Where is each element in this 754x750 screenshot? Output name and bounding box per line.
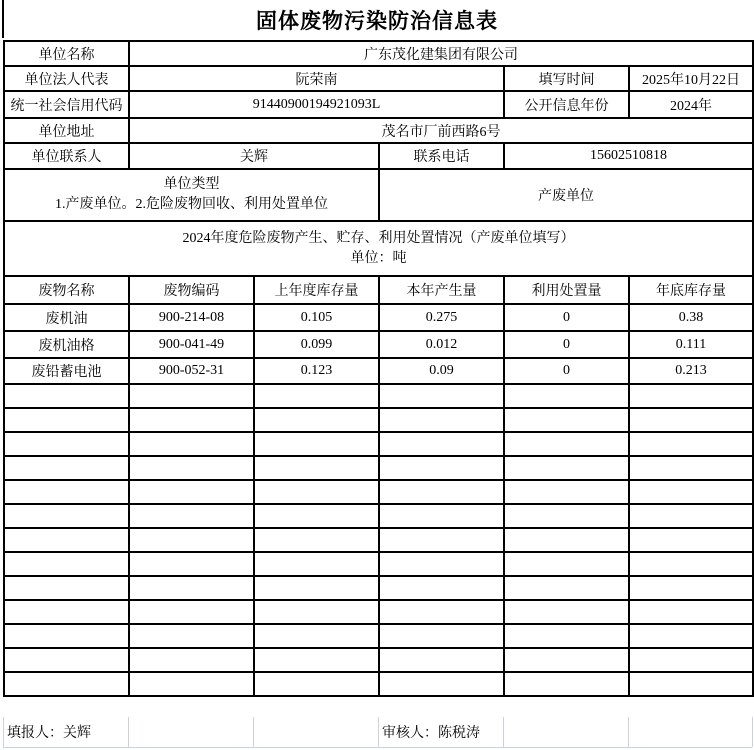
empty-cell: [379, 648, 504, 672]
empty-cell: [254, 552, 379, 576]
empty-cell: [504, 552, 629, 576]
preparer-cell: [4, 717, 129, 747]
empty-cell: [4, 576, 129, 600]
end-stock: 0.213: [629, 358, 753, 384]
empty-cell: [629, 480, 753, 504]
empty-cell: [254, 432, 379, 456]
empty-row: [4, 456, 753, 480]
empty-cell: [129, 408, 254, 432]
reviewer-label: 审核人：陈税涛: [382, 726, 480, 741]
empty-cell: [129, 600, 254, 624]
empty-cell: [4, 456, 129, 480]
credit-code-value: 91440900194921093L: [129, 91, 504, 118]
empty-cell: [379, 528, 504, 552]
empty-row: [4, 528, 753, 552]
waste-header-row: [4, 276, 753, 304]
empty-row: [4, 600, 753, 624]
table-row: [4, 331, 753, 358]
waste-code: 900-214-08: [129, 304, 254, 331]
phone-label: 联系电话: [379, 143, 504, 169]
empty-cell: [629, 672, 753, 696]
table-row: [4, 358, 753, 384]
empty-cell: [629, 528, 753, 552]
empty-row: [4, 408, 753, 432]
empty-cell: [379, 672, 504, 696]
empty-cell: [504, 576, 629, 600]
waste-name: 废机油: [4, 304, 129, 331]
public-year-value: 2024年: [629, 91, 753, 118]
empty-cell: [629, 552, 753, 576]
empty-cell: [129, 480, 254, 504]
credit-code-label: 统一社会信用代码: [4, 91, 129, 118]
empty-cell: [629, 456, 753, 480]
legal-rep-label: 单位法人代表: [4, 66, 129, 91]
empty-cell: [129, 528, 254, 552]
empty-cell: [379, 600, 504, 624]
section-heading: 2024年度危险废物产生、贮存、利用处置情况（产废单位填写）: [182, 230, 575, 246]
empty-row: [4, 672, 753, 696]
empty-cell: [504, 528, 629, 552]
prev-stock: 0.105: [254, 304, 379, 331]
footer-row: [3, 717, 752, 748]
empty-row: [4, 576, 753, 600]
reviewer-cell: [379, 717, 504, 747]
empty-cell: [129, 552, 254, 576]
empty-cell: [379, 624, 504, 648]
empty-cell: [4, 648, 129, 672]
prev-stock: 0.123: [254, 358, 379, 384]
empty-cell: [504, 504, 629, 528]
prev-stock: 0.099: [254, 331, 379, 358]
unit-type-value: 产废单位: [379, 169, 753, 221]
empty-cell: [504, 624, 629, 648]
row-credit-code: [4, 91, 753, 118]
empty-cell: [379, 480, 504, 504]
empty-cell: [504, 480, 629, 504]
empty-cell: [504, 456, 629, 480]
end-stock: 0.111: [629, 331, 753, 358]
empty-cell: [629, 384, 753, 408]
empty-cell: [4, 480, 129, 504]
waste-code: 900-041-49: [129, 331, 254, 358]
empty-row: [4, 648, 753, 672]
col-header-waste-code: 废物编码: [129, 276, 254, 304]
empty-row: [4, 480, 753, 504]
contact-value: 关辉: [129, 143, 379, 169]
col-header-prev-stock: 上年度库存量: [254, 276, 379, 304]
disposed: 0: [504, 358, 629, 384]
empty-cell: [254, 600, 379, 624]
empty-row: [4, 504, 753, 528]
col-header-end-stock: 年底库存量: [629, 276, 753, 304]
disposed: 0: [504, 304, 629, 331]
empty-row: [4, 552, 753, 576]
empty-cell: [504, 408, 629, 432]
row-contact: [4, 143, 753, 169]
disposed: 0: [504, 331, 629, 358]
waste-empty-rows: [4, 384, 753, 696]
empty-cell: [254, 576, 379, 600]
empty-cell: [254, 528, 379, 552]
empty-cell: [254, 384, 379, 408]
col-header-waste-name: 废物名称: [4, 276, 129, 304]
row-unit-name: [4, 41, 753, 66]
unit-type-label: 单位类型: [163, 177, 220, 192]
empty-cell: [629, 600, 753, 624]
empty-cell: [254, 456, 379, 480]
empty-cell: [4, 552, 129, 576]
legal-rep-value: 阮荣南: [129, 66, 504, 91]
info-waste-table: [3, 40, 754, 697]
address-label: 单位地址: [4, 118, 129, 143]
empty-cell: [504, 672, 629, 696]
empty-cell: [504, 648, 629, 672]
produced: 0.275: [379, 304, 504, 331]
public-year-label: 公开信息年份: [504, 91, 629, 118]
empty-cell: [129, 648, 254, 672]
empty-cell: [629, 576, 753, 600]
empty-cell: [254, 672, 379, 696]
empty-cell: [129, 576, 254, 600]
row-section-heading: [4, 221, 753, 276]
empty-cell: [4, 504, 129, 528]
fill-date-value: 2025年10月22日: [629, 66, 753, 91]
section-unit-note: 单位：吨: [350, 250, 407, 266]
waste-name: 废机油格: [4, 331, 129, 358]
empty-cell: [379, 576, 504, 600]
produced: 0.09: [379, 358, 504, 384]
empty-cell: [629, 432, 753, 456]
end-stock: 0.38: [629, 304, 753, 331]
row-legal-rep: [4, 66, 753, 91]
empty-cell: [629, 624, 753, 648]
empty-cell: [4, 600, 129, 624]
empty-cell: [254, 504, 379, 528]
empty-cell: [129, 384, 254, 408]
empty-cell: [4, 432, 129, 456]
unit-name-label: 单位名称: [4, 41, 129, 66]
empty-cell: [254, 624, 379, 648]
empty-cell: [129, 672, 254, 696]
empty-cell: [4, 384, 129, 408]
empty-cell: [629, 408, 753, 432]
empty-row: [4, 432, 753, 456]
empty-cell: [129, 504, 254, 528]
produced: 0.012: [379, 331, 504, 358]
empty-cell: [379, 432, 504, 456]
footer-cell-empty: [129, 717, 254, 747]
unit-type-cell: [4, 169, 379, 221]
empty-cell: [379, 504, 504, 528]
empty-cell: [129, 624, 254, 648]
unit-type-options: 1.产废单位。2.危险废物回收、利用处置单位: [55, 197, 328, 212]
table-row: [4, 304, 753, 331]
empty-cell: [504, 432, 629, 456]
empty-cell: [254, 408, 379, 432]
waste-name: 废铅蓄电池: [4, 358, 129, 384]
address-value: 茂名市厂前西路6号: [129, 118, 753, 143]
title-row: [0, 0, 754, 40]
col-header-produced: 本年产生量: [379, 276, 504, 304]
empty-cell: [129, 456, 254, 480]
section-heading-cell: [4, 221, 753, 276]
footer-cell-empty: [504, 717, 629, 747]
contact-label: 单位联系人: [4, 143, 129, 169]
row-address: [4, 118, 753, 143]
empty-row: [4, 624, 753, 648]
footer-cell-empty: [254, 717, 379, 747]
empty-cell: [379, 552, 504, 576]
empty-row: [4, 384, 753, 408]
empty-cell: [254, 480, 379, 504]
page-title: 固体废物污染防治信息表: [256, 9, 498, 33]
footer-cell-empty: [629, 717, 753, 747]
empty-cell: [4, 528, 129, 552]
empty-cell: [379, 384, 504, 408]
empty-cell: [129, 432, 254, 456]
empty-cell: [629, 504, 753, 528]
row-unit-type: [4, 169, 753, 221]
empty-cell: [379, 456, 504, 480]
left-edge-line: [2, 0, 4, 38]
empty-cell: [254, 648, 379, 672]
empty-cell: [4, 672, 129, 696]
waste-code: 900-052-31: [129, 358, 254, 384]
phone-value: 15602510818: [504, 143, 753, 169]
empty-cell: [504, 600, 629, 624]
empty-cell: [629, 648, 753, 672]
empty-cell: [504, 384, 629, 408]
empty-cell: [379, 408, 504, 432]
col-header-disposed: 利用处置量: [504, 276, 629, 304]
unit-name-value: 广东茂化建集团有限公司: [129, 41, 753, 66]
empty-cell: [4, 408, 129, 432]
empty-cell: [4, 624, 129, 648]
fill-date-label: 填写时间: [504, 66, 629, 91]
preparer-label: 填报人：关辉: [7, 726, 91, 741]
